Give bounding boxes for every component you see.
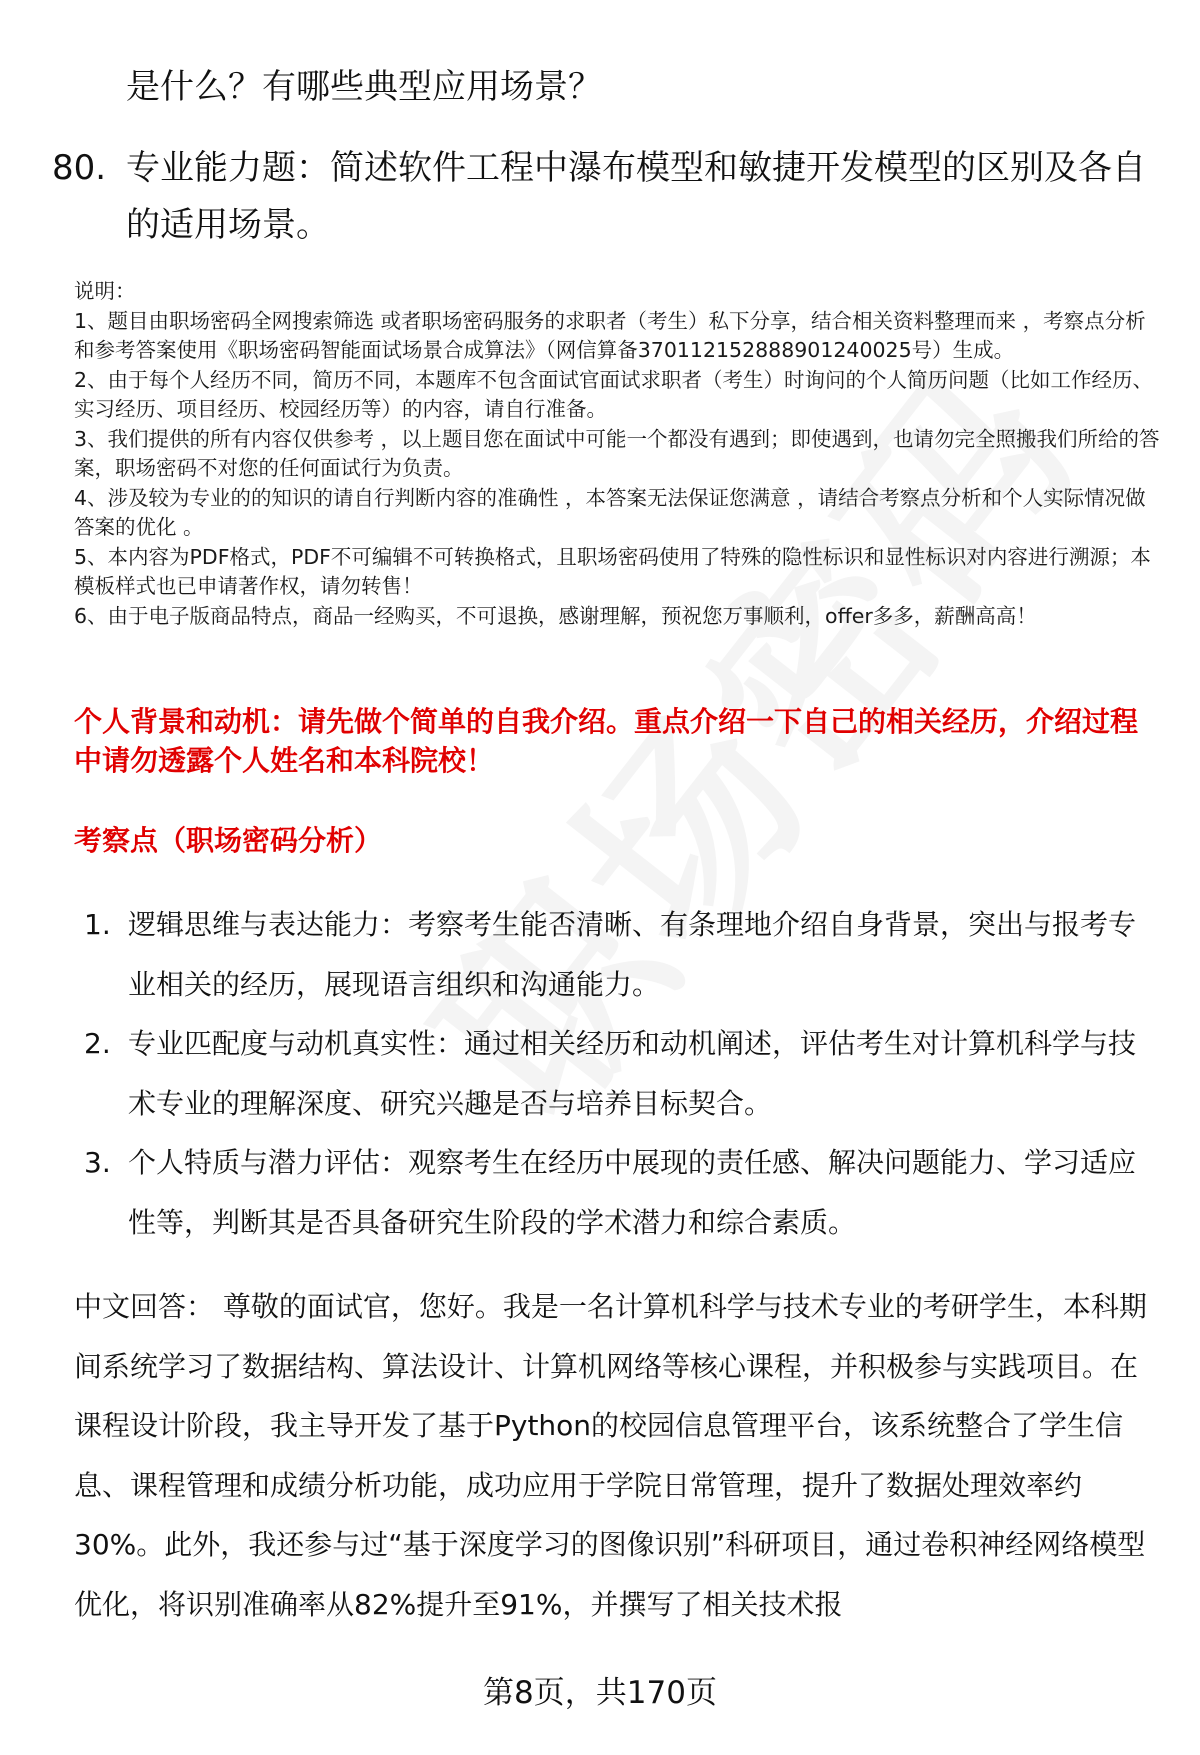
page-footer: 第8页，共170页 — [483, 1675, 717, 1711]
point-text: 逻辑思维与表达能力：考察考生能否清晰、有条理地介绍自身背景，突出与报考专业相关的经历，展现语言组织和沟通能力。 — [128, 908, 1137, 1001]
analysis-points — [84, 895, 1160, 1252]
question-number: 80. — [52, 148, 107, 188]
analysis-point — [84, 1133, 1160, 1252]
point-text: 个人特质与潜力评估：观察考生在经历中展现的责任感、解决问题能力、学习适应性等，判断其是否具备研究生阶段的学术潜力和综合素质。 — [128, 1146, 1137, 1239]
notes-block — [74, 277, 1160, 631]
note-item: 6、由于电子版商品特点，商品一经购买，不可退换，感谢理解，预祝您万事顺利，offer多多，薪酬高高！ — [74, 603, 1037, 628]
point-number: 2. — [84, 1027, 111, 1060]
point-text: 专业匹配度与动机真实性：通过相关经历和动机阐述，评估考生对计算机科学与技术专业的理解深度、研究兴趣是否与培养目标契合。 — [128, 1027, 1137, 1120]
question-text: 专业能力题：简述软件工程中瀑布模型和敏捷开发模型的区别及各自的适用场景。 — [126, 148, 1146, 245]
note-item: 3、我们提供的所有内容仅供参考 ，以上题目您在面试中可能一个都没有遇到；即使遇到，也请勿完全照搬我们所给的答案，职场密码不对您的任何面试行为负责。 — [74, 426, 1160, 480]
interview-question: 个人背景和动机：请先做个简单的自我介绍。重点介绍一下自己的相关经历，介绍过程中请勿透露个人姓名和本科院校！ — [74, 705, 1139, 777]
notes-title: 说明： — [74, 279, 136, 303]
note-item: 5、本内容为PDF格式，PDF不可编辑不可转换格式，且职场密码使用了特殊的隐性标识和显性标识对内容进行溯源；本模板样式也已申请著作权，请勿转售！ — [74, 544, 1151, 598]
analysis-point — [84, 1014, 1160, 1133]
question-continuation: 是什么？有哪些典型应用场景？ — [126, 67, 602, 107]
analysis-point — [84, 895, 1160, 1014]
note-item: 4、涉及较为专业的的知识的请自行判断内容的准确性 ，本答案无法保证您满意 ，请结合考察点分析和个人实际情况做答案的优化 。 — [74, 485, 1146, 539]
note-item: 2、由于每个人经历不同，简历不同，本题库不包含面试官面试求职者（考生）时询问的个人简历问题（比如工作经历、实习经历、项目经历、校园经历等）的内容，请自行准备。 — [74, 367, 1154, 421]
answer-text: 中文回答： 尊敬的面试官，您好。我是一名计算机科学与技术专业的考研学生，本科期间系统学习了数据结构、算法设计、计算机网络等核心课程，并积极参与实践项目。在课程设计阶段，我主导开发了基于Python的校园信息管理平台，该系统整合了学生信息、课程管理和成绩分析功能，成功应用于学院日常管理，提升了数据处理效率约30%。此外，我还参与过“基于深度学习的图像识别”科研项目，通过卷积神经网络模型优化，将识别准确率从82%提升至91%，并撰写了相关技术报 — [74, 1290, 1147, 1621]
note-item: 1、题目由职场密码全网搜索筛选 或者职场密码服务的求职者（考生）私下分享，结合相关资料整理而来 ，考察点分析和参考答案使用《职场密码智能面试场景合成算法》（网信算备370112152888901240025号）生成。 — [74, 308, 1146, 362]
point-number: 1. — [84, 908, 111, 941]
point-number: 3. — [84, 1146, 111, 1179]
analysis-heading: 考察点（职场密码分析） — [74, 824, 383, 857]
question-80 — [52, 140, 1152, 254]
